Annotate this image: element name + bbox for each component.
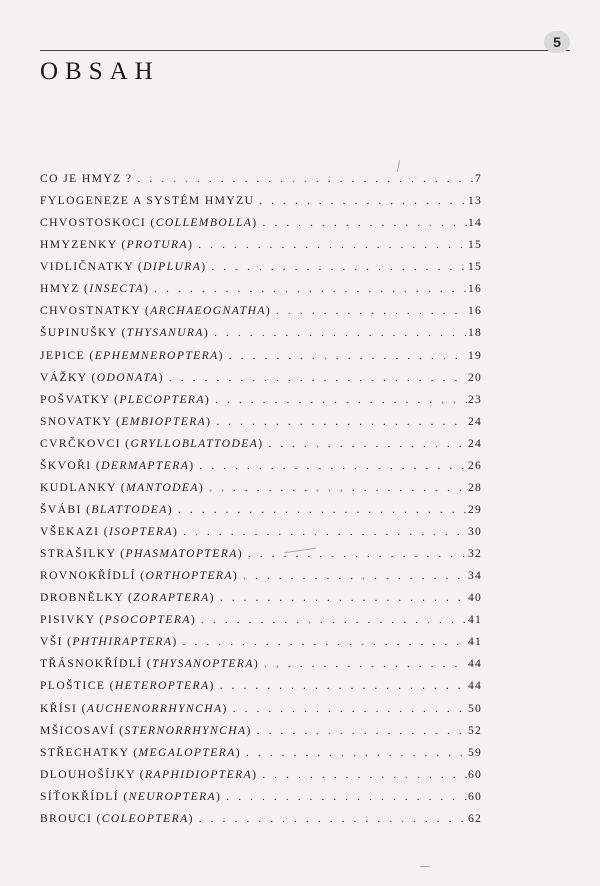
toc-entry-latin-name: BLATTODEA: [91, 502, 168, 516]
toc-entry: [40, 720, 482, 742]
toc-entry-czech-name: STŘECHATKY (: [40, 745, 139, 759]
toc-entry-latin-name: PHASMATOPTERA: [125, 547, 238, 561]
toc-entry-close-paren: ): [188, 811, 194, 825]
toc-entry-latin-name: PHTHIRAPTERA: [72, 635, 173, 649]
toc-dot-leader: [169, 367, 467, 389]
toc-entry-czech-name: ROVNOKŘÍDLÍ (: [40, 569, 146, 583]
toc-entry-page-number: 41: [468, 635, 482, 649]
toc-entry-close-paren: ): [265, 304, 272, 318]
toc-entry-page-number: 29: [468, 502, 482, 516]
toc-entry: [40, 411, 482, 433]
toc-entry-title: [40, 367, 164, 389]
toc-entry-czech-name: DROBNĚLKY (: [40, 591, 134, 605]
toc-entry: [40, 499, 482, 521]
toc-entry-czech-name: FYLOGENEZE A SYSTÉM HMYZU: [40, 194, 255, 208]
toc-entry: [40, 322, 482, 344]
toc-entry-latin-name: RAPHIDIOPTERA: [145, 767, 253, 781]
toc-entry-title: [40, 764, 257, 786]
toc-entry-czech-name: BROUCI (: [40, 811, 102, 825]
toc-entry: [40, 190, 482, 212]
header-rule: [40, 50, 570, 51]
toc-entry-close-paren: ): [218, 348, 224, 362]
toc-entry-page-number: 34: [468, 569, 482, 583]
toc-entry-title: [40, 212, 258, 234]
toc-entry-page-number: 18: [468, 326, 482, 340]
toc-entry-czech-name: CVRČKOVCI (: [40, 436, 131, 450]
toc-entry: [40, 521, 482, 543]
toc-entry-latin-name: AUCHENORRHYNCHA: [86, 701, 223, 715]
toc-entry-title: [40, 345, 224, 367]
toc-entry-title: [40, 168, 132, 190]
toc-entry-page-number: 16: [468, 304, 482, 318]
toc-entry-czech-name: PLOŠTICE (: [40, 679, 115, 693]
toc-entry-close-paren: ): [189, 458, 195, 472]
toc-entry-title: [40, 521, 178, 543]
toc-entry: [40, 764, 482, 786]
toc-entry-latin-name: EPHEMNEROPTERA: [94, 348, 219, 362]
toc-entry-title: [40, 234, 193, 256]
toc-entry-title: [40, 322, 209, 344]
toc-entry-title: [40, 653, 259, 675]
toc-entry: [40, 278, 482, 300]
toc-entry-close-paren: ): [201, 260, 207, 274]
toc-entry-latin-name: NEUROPTERA: [128, 789, 217, 803]
toc-dot-leader: [262, 764, 467, 786]
toc-entry-latin-name: MANTODEA: [126, 480, 199, 494]
toc-entry-latin-name: STERNORRHYNCHA: [124, 723, 247, 737]
toc-entry-close-paren: ): [190, 613, 197, 627]
toc-entry: [40, 675, 482, 697]
toc-entry-page-number: 44: [468, 679, 482, 693]
toc-entry-title: [40, 433, 263, 455]
toc-entry-czech-name: STRAŠILKY (: [40, 547, 126, 561]
toc-entry-title: [40, 543, 243, 565]
toc-entry-czech-name: DLOUHOŠÍJKY (: [40, 767, 146, 781]
toc-entry-close-paren: ): [203, 326, 210, 340]
toc-entry-latin-name: PLECOPTERA: [119, 392, 205, 406]
toc-entry-close-paren: ): [172, 525, 179, 538]
page-number-badge: 5: [544, 31, 570, 53]
toc-entry-latin-name: HETEROPTERA: [114, 679, 210, 693]
toc-entry-page-number: 15: [468, 260, 482, 274]
toc-dot-leader: [226, 786, 467, 808]
toc-dot-leader: [201, 609, 467, 631]
toc-dot-leader: [214, 322, 467, 344]
toc-entry-close-paren: ): [209, 591, 215, 605]
toc-dot-leader: [263, 212, 467, 234]
toc-entry-czech-name: ŠVÁBI (: [40, 502, 92, 516]
toc-entry-close-paren: ): [216, 789, 222, 803]
toc-entry: [40, 256, 482, 278]
toc-entry-title: [40, 278, 149, 300]
toc-entry-title: [40, 587, 215, 609]
toc-entry-page-number: 52: [468, 723, 482, 737]
toc-entry-close-paren: ): [253, 657, 260, 671]
toc-entry-close-paren: ): [232, 569, 239, 583]
toc-entry-title: [40, 720, 252, 742]
toc-entry-page-number: 40: [468, 591, 482, 605]
toc-entry-title: [40, 477, 204, 499]
toc-entry-czech-name: MŠICOSAVÍ (: [40, 723, 125, 737]
toc-entry-close-paren: ): [252, 767, 258, 781]
toc-entry: [40, 653, 482, 675]
toc-entry-czech-name: PISIVKY (: [40, 613, 105, 627]
toc-entry-page-number: 16: [468, 282, 482, 296]
toc-dot-leader: [259, 190, 467, 212]
toc-entry-close-paren: ): [198, 480, 205, 494]
toc-entry-czech-name: HMYZ (: [40, 282, 90, 296]
toc-entry: [40, 212, 482, 234]
toc-entry-title: [40, 455, 194, 477]
toc-entry-latin-name: INSECTA: [89, 282, 144, 296]
toc-entry-page-number: 60: [468, 767, 482, 781]
toc-entry-czech-name: SNOVATKY (: [40, 414, 122, 428]
toc-entry-close-paren: ): [206, 414, 212, 428]
toc-entry-czech-name: VÁŽKY (: [40, 370, 97, 384]
toc-dot-leader: [248, 543, 467, 565]
toc-entry-close-paren: ): [172, 635, 178, 649]
toc-entry: [40, 565, 482, 587]
toc-entry-page-number: 32: [468, 547, 482, 561]
toc-entry-latin-name: THYSANOPTERA: [152, 657, 254, 671]
toc-entry-title: [40, 499, 173, 521]
toc-entry-page-number: 24: [468, 436, 482, 450]
toc-entry-czech-name: CHVOSTOSKOCI (: [40, 216, 156, 230]
toc-entry: [40, 742, 482, 764]
toc-entry: [40, 345, 482, 367]
toc-entry-close-paren: ): [235, 745, 241, 759]
toc-dot-leader: [220, 587, 467, 609]
toc-entry-latin-name: DIPLURA: [143, 260, 202, 274]
toc-entry-page-number: 13: [468, 194, 482, 208]
toc-entry: [40, 698, 482, 720]
toc-entry-page-number: 28: [468, 480, 482, 494]
toc-entry-page-number: 23: [468, 392, 482, 406]
toc-entry-czech-name: VŠI (: [40, 635, 73, 649]
toc-dot-leader: [229, 345, 467, 367]
toc-dot-leader: [268, 433, 467, 455]
toc-dot-leader: [220, 675, 467, 697]
toc-dot-leader: [199, 808, 467, 830]
toc-dot-leader: [246, 742, 467, 764]
toc-dot-leader: [257, 720, 467, 742]
toc-dot-leader: [178, 499, 467, 521]
toc-entry: [40, 808, 482, 830]
toc-entry-close-paren: ): [204, 392, 211, 406]
toc-entry-page-number: 14: [468, 216, 482, 230]
toc-dot-leader: [211, 256, 467, 278]
toc-entry-page-number: 44: [468, 657, 482, 671]
toc-entry-latin-name: GRYLLOBLATTODEA: [130, 436, 259, 450]
toc-dot-leader: [233, 698, 467, 720]
toc-entry-title: [40, 389, 210, 411]
toc-entry-latin-name: ARCHAEOGNATHA: [150, 304, 266, 318]
toc-dot-leader: [216, 411, 467, 433]
toc-entry-page-number: 26: [468, 458, 482, 472]
pencil-mark: [420, 866, 430, 867]
toc-entry-latin-name: THYSANURA: [126, 326, 204, 340]
toc-entry-latin-name: ZORAPTERA: [133, 591, 210, 605]
toc-entry: [40, 786, 482, 808]
toc-entry-title: [40, 300, 271, 322]
toc-entry-page-number: 15: [468, 238, 482, 252]
toc-entry-czech-name: CHVOSTNATKY (: [40, 304, 151, 318]
toc-entry-latin-name: ORTHOPTERA: [145, 569, 233, 583]
toc-entry-page-number: 60: [468, 789, 482, 803]
toc-entry-page-number: 24: [468, 414, 482, 428]
toc-dot-leader: [215, 389, 467, 411]
toc-entry-czech-name: ŠUPINUŠKY (: [40, 326, 127, 340]
page-title: OBSAH: [40, 58, 160, 85]
table-of-contents: [40, 168, 482, 830]
toc-entry-czech-name: ŠKVOŘI (: [40, 458, 102, 472]
toc-entry-page-number: 30: [468, 525, 482, 538]
toc-entry-page-number: 41: [468, 613, 482, 627]
toc-dot-leader: [198, 234, 467, 256]
toc-entry-czech-name: VŠEKAZI (: [40, 525, 109, 538]
toc-entry-czech-name: CO JE HMYZ ?: [40, 172, 133, 185]
toc-dot-leader: [276, 300, 467, 322]
toc-entry: [40, 631, 482, 653]
toc-entry-title: [40, 742, 241, 764]
toc-entry-title: [40, 256, 206, 278]
toc-entry-czech-name: VIDLIČNATKY (: [40, 260, 144, 274]
toc-entry-title: [40, 786, 221, 808]
toc-entry-close-paren: ): [252, 216, 258, 230]
toc-entry-latin-name: PSOCOPTERA: [104, 613, 191, 627]
toc-dot-leader: [243, 565, 467, 587]
toc-entry-czech-name: SÍŤOKŘÍDLÍ (: [40, 789, 129, 803]
toc-entry-close-paren: ): [222, 701, 228, 715]
toc-entry-close-paren: ): [167, 502, 174, 516]
toc-dot-leader: [209, 477, 467, 499]
toc-entry: [40, 477, 482, 499]
toc-entry: [40, 234, 482, 256]
toc-dot-leader: [137, 168, 474, 190]
toc-entry-close-paren: ): [209, 679, 215, 693]
toc-dot-leader: [183, 631, 467, 653]
toc-entry-latin-name: PROTURA: [126, 238, 188, 252]
toc-entry-czech-name: KUDLANKY (: [40, 480, 127, 494]
toc-entry-close-paren: ): [258, 436, 264, 450]
toc-entry-latin-name: DERMAPTERA: [101, 458, 190, 472]
toc-entry: [40, 168, 482, 190]
toc-entry-title: [40, 411, 211, 433]
toc-entry-czech-name: JEPICE (: [40, 348, 95, 362]
toc-entry-title: [40, 565, 238, 587]
toc-entry-page-number: 19: [468, 348, 482, 362]
toc-dot-leader: [183, 521, 467, 543]
toc-entry-page-number: 20: [468, 370, 482, 384]
toc-entry-latin-name: ODONATA: [96, 370, 159, 384]
toc-entry-latin-name: EMBIOPTERA: [121, 414, 207, 428]
toc-entry: [40, 389, 482, 411]
toc-entry-close-paren: ): [237, 547, 243, 561]
toc-entry-page-number: 62: [468, 811, 482, 825]
toc-entry-page-number: 59: [468, 745, 482, 759]
toc-entry-czech-name: POŠVATKY (: [40, 392, 120, 406]
toc-entry-czech-name: TŘÁSNOKŘÍDLÍ (: [40, 657, 153, 671]
toc-entry: [40, 587, 482, 609]
toc-entry-title: [40, 190, 254, 212]
toc-entry: [40, 543, 482, 565]
toc-entry-latin-name: ISOPTERA: [108, 525, 173, 538]
toc-entry-latin-name: MEGALOPTERA: [138, 745, 236, 759]
toc-entry-page-number: 50: [468, 701, 482, 715]
toc-entry-title: [40, 808, 194, 830]
toc-entry-czech-name: KŘÍSI (: [40, 701, 87, 715]
toc-entry-title: [40, 698, 228, 720]
toc-entry-page-number: 7: [475, 172, 482, 185]
toc-dot-leader: [154, 278, 467, 300]
toc-dot-leader: [264, 653, 467, 675]
toc-entry-title: [40, 675, 215, 697]
toc-entry: [40, 455, 482, 477]
toc-entry: [40, 367, 482, 389]
toc-entry-czech-name: HMYZENKY (: [40, 238, 127, 252]
toc-entry-latin-name: COLEOPTERA: [101, 811, 189, 825]
toc-entry: [40, 609, 482, 631]
toc-entry: [40, 433, 482, 455]
toc-entry-title: [40, 609, 196, 631]
toc-dot-leader: [199, 455, 467, 477]
toc-entry-close-paren: ): [188, 238, 194, 252]
toc-entry-close-paren: ): [143, 282, 150, 296]
toc-entry-latin-name: COLLEMBOLLA: [155, 216, 253, 230]
toc-entry-title: [40, 631, 178, 653]
toc-entry: [40, 300, 482, 322]
toc-entry-close-paren: ): [246, 723, 252, 737]
toc-entry-close-paren: ): [158, 370, 164, 384]
